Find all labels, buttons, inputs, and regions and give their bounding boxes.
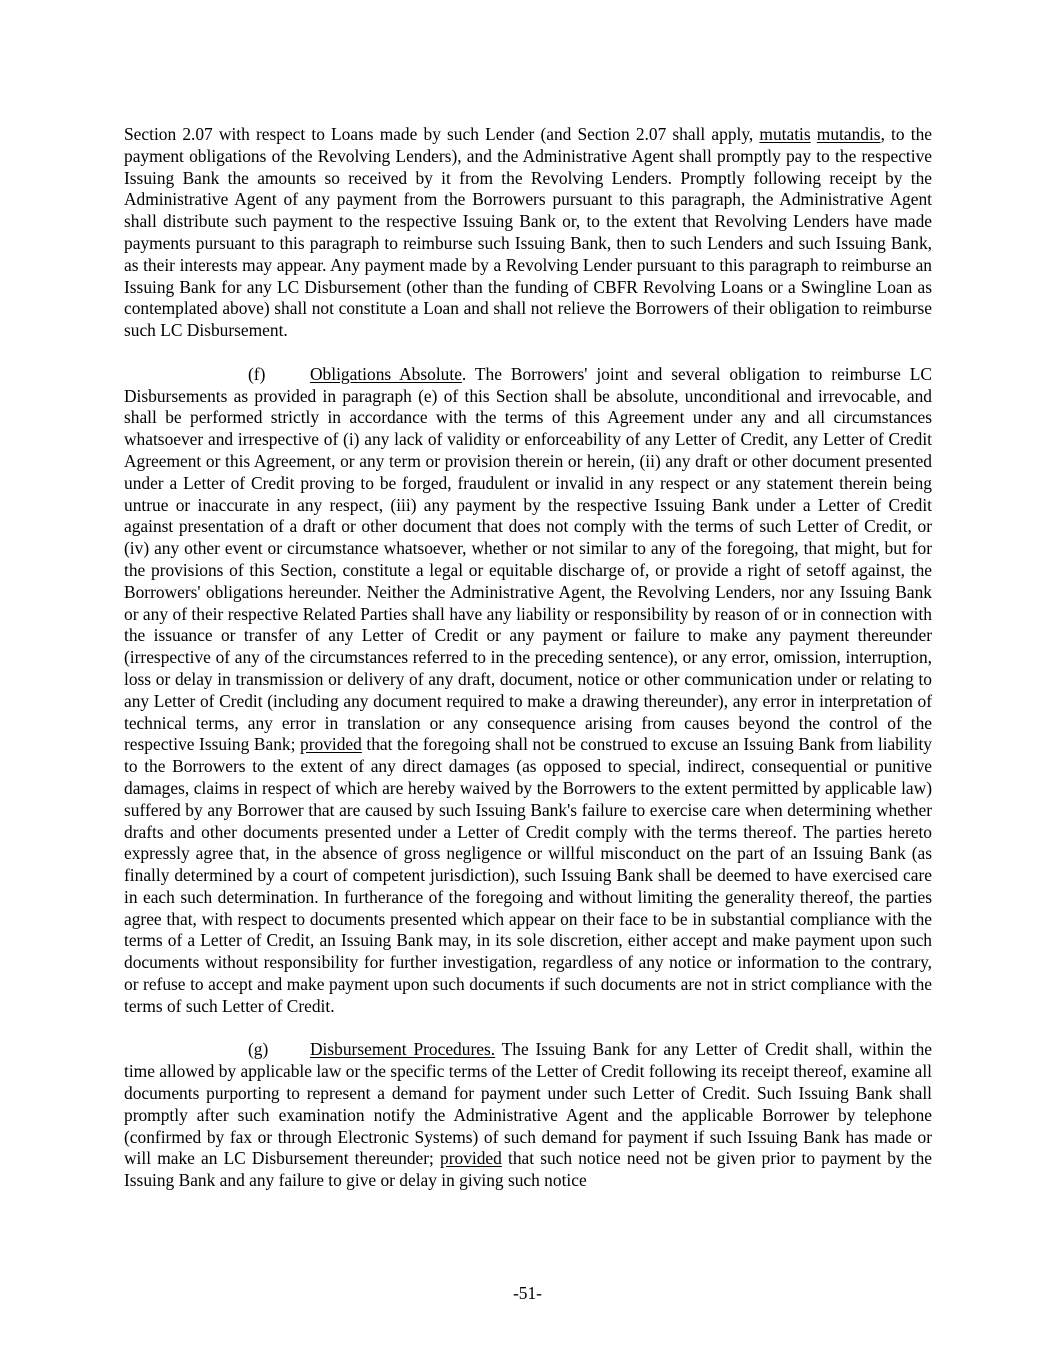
text-run: Section 2.07 with respect to Loans made by such Lender (and Section 2.07 shall apply, <box>124 124 760 144</box>
paragraph-g <box>124 1039 932 1192</box>
paragraph-heading-disbursement-procedures: Disbursement Procedures. <box>310 1039 496 1060</box>
text-run: , to the payment obligations of the Revolving Lenders), and the Administrative Agent shall promptly pay to the respective Issuing Bank the amounts so received by it from the Revolving Lenders. Promptly following receipt by the Administrative Agent of any payment from the Borrowers pursuant to this paragraph, the Administrative Agent shall distribute such payment to the respective Issuing Bank or, to the extent that Revolving Lenders have made payments pursuant to this paragraph to reimburse such Issuing Bank, then to such Lenders and such Issuing Bank, as their interests may appear. Any payment made by a Revolving Lender pursuant to this paragraph to reimburse an Issuing Bank for any LC Disbursement (other than the funding of CBFR Revolving Loans or a Swingline Loan as contemplated above) shall not constitute a Loan and shall not relieve the Borrowers of their obligation to reimburse such LC Disbursement. <box>124 124 932 341</box>
paragraph-heading-obligations-absolute: Obligations Absolute <box>310 363 462 384</box>
text-run: that such notice need not be given prior to payment by the Issuing Bank and any failure to give or delay in giving such notice <box>124 1148 932 1191</box>
paragraph-f <box>124 364 932 1018</box>
paragraph-label-f: (f) <box>248 363 266 384</box>
underlined-term-mutandis: mutandis <box>816 124 881 144</box>
document-page <box>124 124 932 1214</box>
paragraph-e-continuation <box>124 124 932 342</box>
text-run: . The Borrowers' joint and several obligation to reimburse LC Disbursements as provided in paragraph (e) of this Section shall be absolute, unconditional and irrevocable, and shall be performed strictly in accordance with the terms of this Agreement under any and all circumstances whatsoever and irrespective of (i) any lack of validity or enforceability of any Letter of Credit, any Letter of Credit Agreement or this Agreement, or any term or provision therein or herein, (ii) any draft or other document presented under a Letter of Credit proving to be forged, fraudulent or invalid in any respect or any statement therein being untrue or inaccurate in any respect, (iii) any payment by the respective Issuing Bank under a Letter of Credit against presentation of a draft or other document that does not comply with the terms of such Letter of Credit, or (iv) any other event or circumstance whatsoever, whether or not similar to any of the foregoing, that might, but for the provisions of this Section, constitute a legal or equitable discharge of, or provide a right of setoff against, the Borrowers' obligations hereunder. Neither the Administrative Agent, the Revolving Lenders, nor any Issuing Bank or any of their respective Related Parties shall have any liability or responsibility by reason of or in connection with the issuance or transfer of any Letter of Credit or any payment or failure to make any payment thereunder (irrespective of any of the circumstances referred to in the preceding sentence), or any error, omission, interruption, loss or delay in transmission or delivery of any draft, document, notice or other communication under or relating to any Letter of Credit (including any document required to make a drawing thereunder), any error in interpretation of technical terms, any error in translation or any consequence arising from causes beyond the control of the respective Issuing Bank; <box>124 363 932 755</box>
underlined-term-provided: provided <box>440 1148 502 1169</box>
page-number: -51- <box>513 1283 542 1303</box>
paragraph-label-g: (g) <box>248 1039 269 1060</box>
text-run: The Issuing Bank for any Letter of Credit shall, within the time allowed by applicable law or the specific terms of the Letter of Credit following its receipt thereof, examine all documents purporting to represent a demand for payment under such Letter of Credit. Such Issuing Bank shall promptly after such examination notify the Administrative Agent and the applicable Borrower by telephone (confirmed by fax or through Electronic Systems) of such demand for payment if such Issuing Bank has made or will make an LC Disbursement thereunder; <box>124 1039 932 1169</box>
underlined-term-mutatis: mutatis <box>759 124 811 144</box>
underlined-term-provided: provided <box>300 734 362 755</box>
text-run: that the foregoing shall not be construed to excuse an Issuing Bank from liability to the Borrowers to the extent of any direct damages (as opposed to special, indirect, consequential or punitive damages, claims in respect of which are hereby waived by the Borrowers to the extent permitted by applicable law) suffered by any Borrower that are caused by such Issuing Bank's failure to exercise care when determining whether drafts and other documents presented under a Letter of Credit comply with the terms thereof. The parties hereto expressly agree that, in the absence of gross negligence or willful misconduct on the part of an Issuing Bank (as finally determined by a court of competent jurisdiction), such Issuing Bank shall be deemed to have exercised care in each such determination. In furtherance of the foregoing and without limiting the generality thereof, the parties agree that, with respect to documents presented which appear on their face to be in substantial compliance with the terms of a Letter of Credit, an Issuing Bank may, in its sole discretion, either accept and make payment upon such documents without responsibility for further investigation, regardless of any notice or information to the contrary, or refuse to accept and make payment upon such documents if such documents are not in strict compliance with the terms of such Letter of Credit. <box>124 734 932 1016</box>
